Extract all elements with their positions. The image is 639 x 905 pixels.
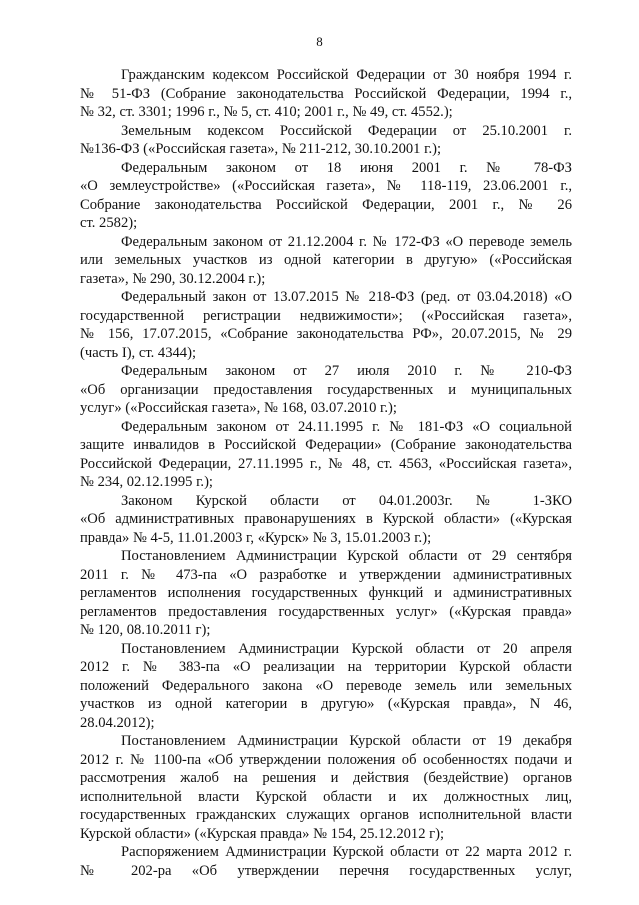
paragraph-line: ст. 2582);: [80, 215, 138, 231]
paragraph-line: государственных гражданских служащих органов исполнительной власти: [80, 807, 572, 823]
paragraph-line: или земельных участков из одной категории в другую» («Российская: [80, 252, 572, 268]
paragraph-line: участков из одной категории в другую» («Курская правда», N 46,: [80, 696, 572, 712]
paragraph-line: государственной регистрации недвижимости»; («Российская газета»,: [80, 307, 572, 324]
paragraph-line: Постановлением Администрации Курской области от 19 декабря: [121, 733, 572, 749]
paragraph-line: «О землеустройстве» («Российская газета», № 118-119, 23.06.2001 г.,: [80, 178, 572, 194]
paragraph-line: газета», № 290, 30.12.2004 г.);: [80, 270, 266, 287]
paragraph-line: № 234, 02.12.1995 г.);: [80, 474, 213, 490]
paragraph-line: услуг» («Российская газета», № 168, 03.07.2010 г.);: [80, 400, 397, 416]
legal-reference-paragraph: [80, 362, 572, 418]
legal-bases-list: [80, 66, 572, 880]
paragraph-line: Федеральным законом от 27 июля 2010 г. № 210-ФЗ: [121, 363, 572, 379]
legal-reference-paragraph: [80, 547, 572, 640]
legal-reference-paragraph: [80, 66, 572, 122]
page-number: 8: [316, 34, 323, 49]
paragraph-line: № 156, 17.07.2015, «Собрание законодательства РФ», 20.07.2015, № 29: [80, 326, 572, 342]
legal-reference-paragraph: [80, 732, 572, 843]
paragraph-line: регламентов предоставления государственных услуг» («Курская правда»: [80, 603, 572, 620]
paragraph-line: исполнительной власти Курской области и их должностных лиц,: [80, 788, 572, 805]
paragraph-line: Земельным кодексом Российской Федерации от 25.10.2001 г.: [121, 122, 572, 139]
legal-reference-paragraph: [80, 418, 572, 492]
legal-reference-paragraph: [80, 233, 572, 289]
paragraph-line: правда» № 4-5, 11.01.2003 г, «Курск» № 3, 15.01.2003 г.);: [80, 529, 432, 546]
paragraph-line: № 120, 08.10.2011 г);: [80, 622, 211, 638]
paragraph-line: «Об организации предоставления государственных и муниципальных: [80, 381, 572, 398]
paragraph-line: 2011 г. № 473-па «О разработке и утверждении административных: [80, 566, 572, 583]
legal-reference-paragraph: [80, 640, 572, 733]
paragraph-line: Распоряжением Администрации Курской области от 22 марта 2012 г.: [121, 844, 572, 860]
paragraph-line: № 202-ра «Об утверждении перечня государственных услуг,: [80, 862, 572, 879]
legal-reference-paragraph: [80, 122, 572, 159]
paragraph-line: Федеральным законом от 21.12.2004 г. № 172-ФЗ «О переводе земель: [121, 233, 572, 250]
paragraph-line: Федеральным законом от 18 июня 2001 г. № 78-ФЗ: [121, 159, 572, 176]
paragraph-line: Российской Федерации, 27.11.1995 г., № 48, ст. 4563, «Российская газета»,: [80, 455, 572, 472]
legal-reference-paragraph: [80, 159, 572, 233]
paragraph-line: (часть I), ст. 4344);: [80, 344, 197, 361]
paragraph-line: Курской области» («Курская правда» № 154, 25.12.2012 г);: [80, 825, 445, 842]
paragraph-line: 2012 г. № 1100-па «Об утверждении положения об особенностях подачи и: [80, 751, 572, 768]
paragraph-line: Законом Курской области от 04.01.2003г. № 1-ЗКО: [121, 492, 572, 509]
legal-reference-paragraph: [80, 492, 572, 548]
paragraph-line: рассмотрения жалоб на решения и действия (бездействие) органов: [80, 770, 572, 786]
legal-reference-paragraph: [80, 288, 572, 362]
paragraph-line: положений Федерального закона «О переводе земель или земельных: [80, 677, 572, 694]
paragraph-line: Постановлением Администрации Курской области от 20 апреля: [121, 640, 572, 657]
paragraph-line: регламентов исполнения государственных функций и административных: [80, 585, 572, 601]
paragraph-line: 2012 г. № 383-па «О реализации на территории Курской области: [80, 659, 572, 675]
paragraph-line: № 32, ст. 3301; 1996 г., № 5, ст. 410; 2001 г., № 49, ст. 4552.);: [80, 104, 453, 120]
paragraph-line: Гражданским кодексом Российской Федерации от 30 ноября 1994 г.: [121, 67, 572, 83]
legal-reference-paragraph: [80, 843, 572, 880]
paragraph-line: № 51-ФЗ (Собрание законодательства Российской Федерации, 1994 г.,: [80, 85, 572, 102]
paragraph-line: защите инвалидов в Российской Федерации» (Собрание законодательства: [80, 437, 572, 453]
paragraph-line: Федеральным законом от 24.11.1995 г. № 181-ФЗ «О социальной: [121, 418, 572, 435]
paragraph-line: 28.04.2012);: [80, 714, 155, 731]
paragraph-line: Федеральный закон от 13.07.2015 № 218-ФЗ (ред. от 03.04.2018) «О: [121, 289, 572, 305]
paragraph-line: «Об административных правонарушениях в Курской области» («Курская: [80, 511, 572, 527]
paragraph-line: Постановлением Администрации Курской области от 29 сентября: [121, 548, 572, 564]
paragraph-line: Собрание законодательства Российской Федерации, 2001 г., № 26: [80, 196, 572, 213]
paragraph-line: №136-ФЗ («Российская газета», № 211-212, 30.10.2001 г.);: [80, 141, 442, 157]
